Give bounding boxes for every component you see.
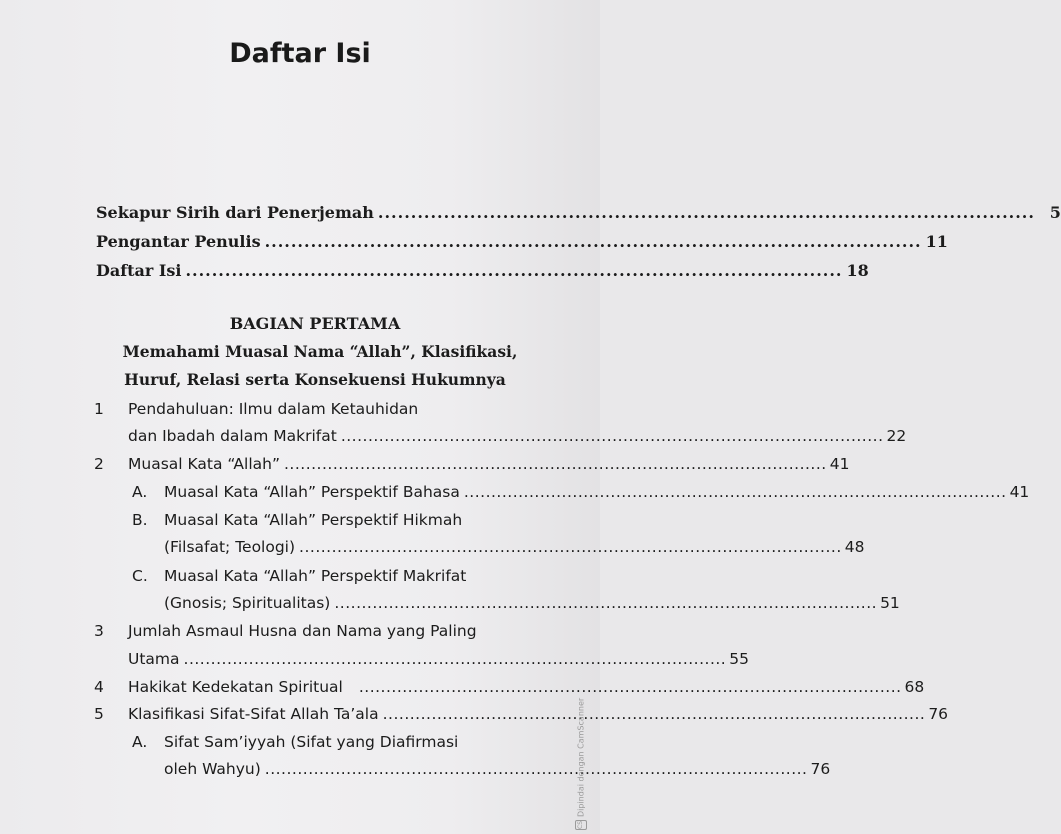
toc-entry-title: Muasal Kata “Allah” Perspektif Makrifat (164, 567, 467, 585)
toc-front-label: Pengantar Penulis (96, 232, 261, 251)
toc-entry-number: 3 (94, 622, 104, 640)
toc-page-number: 5 (1049, 203, 1061, 222)
toc-page-number: 51 (880, 594, 900, 612)
toc-entry (94, 622, 548, 640)
toc-entry-title: Klasifikasi Sifat-Sifat Allah Ta’ala (128, 705, 379, 723)
toc-entry-title: Muasal Kata “Allah” Perspektif Bahasa (164, 483, 460, 501)
leader-dots: .................................................................................................... (185, 261, 843, 280)
leader-dots: .................................................................................................... (264, 232, 922, 251)
toc-entry-number: 1 (94, 400, 104, 418)
toc-entry-continued (164, 594, 900, 612)
toc-subentry (132, 567, 548, 585)
toc-entry (94, 400, 548, 418)
toc-entry-number: 5 (94, 705, 104, 723)
toc-page-number: 41 (829, 455, 850, 473)
toc-entry-title: Utama (128, 650, 180, 668)
toc-front-label: Sekapur Sirih dari Penerjemah (96, 203, 374, 222)
toc-entry-title: dan Ibadah dalam Makrifat (128, 427, 337, 445)
toc-entry-number: C. (132, 567, 148, 585)
part-label: BAGIAN PERTAMA (229, 314, 401, 333)
toc-front-item (96, 232, 948, 251)
toc-entry-title: Muasal Kata “Allah” Perspektif Hikmah (164, 511, 463, 529)
toc-entry-continued (164, 538, 865, 556)
leader-dots: .................................................................................................... (377, 203, 1035, 222)
toc-page-number: 76 (928, 705, 949, 723)
toc-entry (94, 705, 949, 723)
toc-subentry (132, 483, 1030, 501)
toc-page-number: 18 (846, 261, 869, 280)
toc-page-number: 41 (1009, 483, 1030, 501)
toc-page-number: 48 (844, 538, 865, 556)
scanner-watermark (574, 697, 588, 830)
toc-entry-number: 2 (94, 455, 104, 473)
toc-entry-number: 4 (94, 678, 104, 696)
toc-entry-continued (128, 427, 907, 445)
toc-entry-title: Hakikat Kedekatan Spiritual (128, 678, 343, 696)
toc-entry-title: oleh Wahyu) (164, 760, 261, 778)
toc-entry-continued (128, 650, 749, 668)
toc-entry (94, 455, 850, 473)
leader-dots: .................................................................................................... (358, 678, 902, 696)
toc-front-label: Daftar Isi (96, 261, 182, 280)
toc-subentry (132, 733, 546, 751)
toc-subentry (132, 511, 548, 529)
toc-page-number: 22 (886, 427, 907, 445)
toc-entry-title: (Filsafat; Teologi) (164, 538, 296, 556)
leader-dots: .................................................................................................... (463, 483, 1007, 501)
toc-page-number: 11 (925, 232, 948, 251)
scanner-watermark-text: Dipindai dengan CamScanner (576, 697, 586, 817)
leader-dots: .................................................................................................... (340, 427, 884, 445)
leader-dots: .................................................................................................... (284, 455, 827, 473)
toc-page-number: 68 (904, 678, 925, 696)
toc-entry-title: Pendahuluan: Ilmu dalam Ketauhidan (128, 400, 419, 418)
toc-front-item (96, 261, 869, 280)
toc-entry-title: Sifat Sam’iyyah (Sifat yang Diafirmasi (164, 733, 459, 751)
toc-entry-number: B. (132, 511, 148, 529)
leader-dots: .................................................................................................... (264, 760, 808, 778)
leader-dots: .................................................................................................... (382, 705, 926, 723)
page-title: Daftar Isi (229, 38, 371, 69)
toc-entry-number: A. (132, 483, 148, 501)
toc-entry-continued (164, 760, 831, 778)
toc-page-number: 55 (729, 650, 749, 668)
toc-entry-title: Muasal Kata “Allah” (128, 455, 280, 473)
leader-dots: .................................................................................................... (299, 538, 842, 556)
toc-entry-number: A. (132, 733, 148, 751)
camscanner-logo-icon: CS (575, 820, 587, 830)
toc-page-number: 76 (810, 760, 831, 778)
part-subtitle: Huruf, Relasi serta Konsekuensi Hukumnya (124, 370, 506, 389)
toc-entry (94, 678, 925, 696)
part-subtitle: Memahami Muasal Nama “Allah”, Klasifikasi, (122, 342, 518, 361)
toc-entry-title: (Gnosis; Spiritualitas) (164, 594, 331, 612)
leader-dots: .................................................................................................... (334, 594, 878, 612)
toc-entry-title: Jumlah Asmaul Husna dan Nama yang Paling (128, 622, 477, 640)
leader-dots: .................................................................................................... (183, 650, 727, 668)
toc-front-item (96, 203, 1061, 222)
